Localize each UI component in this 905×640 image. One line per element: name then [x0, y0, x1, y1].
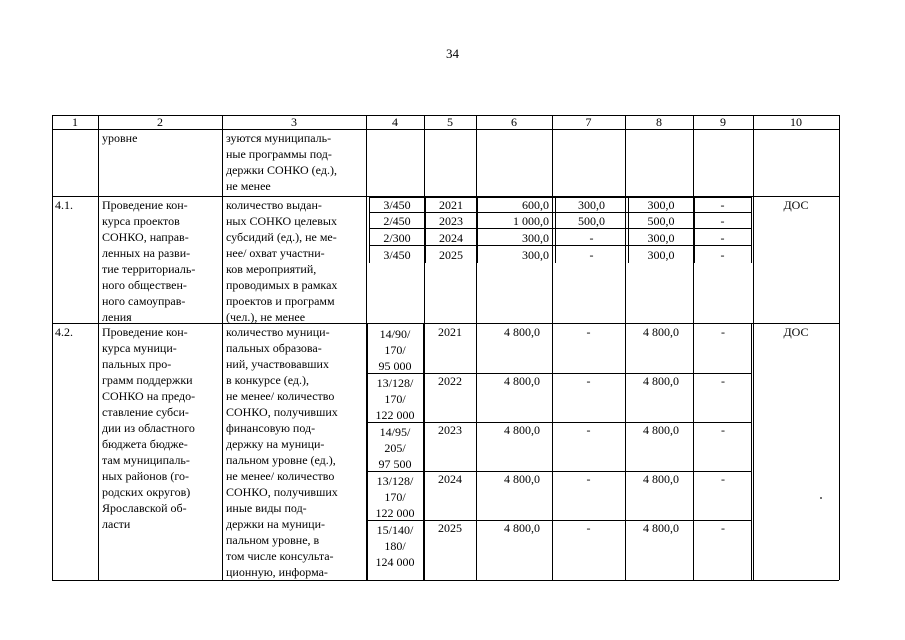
row-4-2-col3-line: пальных образова-	[226, 341, 322, 355]
row-4-2-indicator-line: 13/128/	[376, 376, 414, 390]
row-4-2-total: 4 800,0	[504, 374, 540, 388]
row-4-2-year: 2021	[438, 325, 462, 339]
row-4-1-total: 300,0	[522, 248, 549, 262]
row-4-2-indicator-line: 170/	[384, 343, 406, 357]
row-4-2-col2-line: грамм поддержки	[102, 373, 193, 387]
row-4-2-total: 4 800,0	[504, 521, 540, 535]
row-4-2-col3-line: пальном уровне (ед.),	[226, 453, 336, 467]
column-line-7	[625, 115, 626, 580]
row-4-1-extra: -	[720, 214, 725, 228]
row-4-2-col2-line: родских округов)	[102, 485, 191, 499]
row-4-1-col3-line: ков мероприятий,	[226, 262, 317, 276]
row-4-2-indicator-line: 13/128/	[376, 474, 414, 488]
row-4-2-col2-line: Проведение кон-	[102, 325, 188, 339]
row-4-1-inner-vline	[555, 197, 556, 263]
row-4-2-year: 2024	[438, 472, 462, 486]
row-4-2-other-budget: 4 800,0	[643, 521, 679, 535]
row-4-2-extra: -	[721, 325, 725, 339]
row-4-1-col3-line: количество выдан-	[226, 198, 322, 212]
row-4-1-col3-line: проводимых в рамках	[226, 278, 338, 292]
table-bottom-border	[52, 580, 839, 581]
row-4-1-extra: -	[720, 231, 725, 245]
row-4-2-col2-line: ставление субси-	[102, 405, 189, 419]
row-4-1-total: 600,0	[522, 198, 549, 212]
row-4-2-col3-line: ний, участвовавших	[226, 357, 329, 371]
header-col-10: 10	[790, 115, 802, 129]
row-4-2-other-budget: 4 800,0	[643, 423, 679, 437]
row-4-2-total: 4 800,0	[504, 472, 540, 486]
row-4-1-col2-line: тие территориаль-	[102, 262, 196, 276]
cont-col3-line: держки СОНКО (ед.),	[226, 163, 337, 177]
row-4-2-col3-line: не менее/ количество	[226, 469, 335, 483]
row-4-1-year: 2024	[439, 231, 463, 245]
row-4-2-extra: -	[721, 521, 725, 535]
row-4-1-col2-line: СОНКО, направ-	[102, 230, 189, 244]
page-number: 34	[446, 46, 459, 61]
row-4-2-extra: -	[721, 423, 725, 437]
row-4-1-regional-budget: 500,0	[578, 214, 605, 228]
cont-col2-line: уровне	[102, 131, 138, 145]
row-4-1-inner-vline	[369, 197, 370, 263]
row-4-2-inner-vline	[423, 324, 424, 580]
row-4-1-year: 2025	[439, 248, 463, 262]
header-col-6: 6	[511, 115, 517, 129]
row-4-1-indicator: 2/450	[383, 214, 411, 228]
row-4-2-regional-budget: -	[586, 325, 591, 339]
header-col-2: 2	[157, 115, 163, 129]
row-4-2-col2-line: курса муници-	[102, 341, 177, 355]
row-4-1-col2-line: ного обществен-	[102, 278, 187, 292]
row-4-1-col2-line: ленных на разви-	[102, 246, 191, 260]
row-4-1-regional-budget: -	[589, 248, 594, 262]
column-line-9	[753, 115, 754, 580]
row-4-2-col2-line: ных районов (го-	[102, 469, 189, 483]
row-4-2-col3-line: том числе консульта-	[226, 549, 334, 563]
row-4-2-indicator-line: 170/	[384, 490, 406, 504]
row-4-2-indicator-line: 14/90/	[379, 327, 411, 341]
row-4-2-other-budget: 4 800,0	[643, 374, 679, 388]
row-4-2-year: 2025	[438, 521, 462, 535]
row-4-2-indicator-line: 124 000	[375, 555, 415, 569]
row-4-2-col3-line: не менее/ количество	[226, 389, 335, 403]
row-4-2-extra: -	[721, 472, 725, 486]
row-4-1-inner-vline	[628, 197, 629, 263]
row-4-1-col2-line: ления	[102, 310, 132, 324]
scan-speck	[820, 497, 822, 499]
row-4-2-indicator-line: 122 000	[375, 506, 415, 520]
cont-col3-line: не менее	[226, 179, 271, 193]
row-4-1-number: 4.1.	[55, 198, 73, 212]
column-line-10	[839, 115, 840, 580]
row-4-1-year: 2021	[439, 198, 463, 212]
row-4-2-extra: -	[721, 374, 725, 388]
row-4-1-regional-budget: 300,0	[578, 198, 605, 212]
row-4-2-inner-vline	[367, 324, 368, 580]
row-4-2-col3-line: финансовую под-	[226, 421, 316, 435]
row-4-2-col3-line: иные виды под-	[226, 501, 307, 515]
row-4-2-other-budget: 4 800,0	[643, 325, 679, 339]
row-4-1-indicator: 3/450	[383, 248, 411, 262]
row-4-2-indicator-line: 170/	[384, 392, 406, 406]
row-4-2-indicator-line: 180/	[384, 539, 406, 553]
row-4-2-indicator-line: 95 000	[378, 359, 412, 373]
row-4-1-col3-line: субсидий (ед.), не ме-	[226, 230, 337, 244]
row-4-2-executor: ДОС	[783, 325, 809, 339]
row-4-1-col2-line: курса проектов	[102, 214, 180, 228]
row-4-2-subrow-line	[367, 471, 751, 472]
row-4-2-indicator-line: 122 000	[375, 408, 415, 422]
row-4-2-regional-budget: -	[586, 472, 591, 486]
row-4-2-col2-line: там муниципаль-	[102, 453, 190, 467]
row-4-2-col3-line: держки на муници-	[226, 517, 325, 531]
row-4-1-total: 300,0	[522, 231, 549, 245]
row-4-2-col2-line: Ярославской об-	[102, 501, 187, 515]
cont-col3-line: ные программы под-	[226, 147, 332, 161]
row-4-2-year: 2023	[438, 423, 462, 437]
row-4-2-total: 4 800,0	[504, 325, 540, 339]
row-4-2-regional-budget: -	[586, 374, 591, 388]
row-4-1-other-budget: 300,0	[647, 248, 675, 262]
row-4-1-other-budget: 300,0	[647, 198, 675, 212]
header-col-3: 3	[291, 115, 297, 129]
row-4-1-total: 1 000,0	[513, 214, 549, 228]
row-4-2-subrow-line	[367, 373, 751, 374]
column-line-6	[552, 115, 553, 580]
row-4-2-indicator-line: 97 500	[378, 457, 412, 471]
row-4-2-other-budget: 4 800,0	[643, 472, 679, 486]
row-4-2-inner-vline	[751, 324, 752, 580]
row-4-2-col3-line: СОНКО, получивших	[226, 405, 338, 419]
row-4-1-extra: -	[720, 248, 725, 262]
row-4-2-indicator-line: 15/140/	[376, 523, 414, 537]
row-4-1-col3-line: нее/ охват участни-	[226, 246, 325, 260]
column-line-2	[222, 115, 223, 580]
row-4-1-inner-vline	[425, 197, 426, 263]
row-4-2-number: 4.2.	[55, 325, 73, 339]
row-4-1-inner-vline	[477, 197, 478, 263]
row-4-2-year: 2022	[438, 374, 462, 388]
row-4-2-subrow-line	[367, 520, 751, 521]
row-4-2-total: 4 800,0	[504, 423, 540, 437]
row-4-1-indicator: 2/300	[383, 231, 411, 245]
row-4-2-indicator-line: 14/95/	[379, 425, 411, 439]
row-4-2-col3-line: СОНКО, получивших	[226, 485, 338, 499]
row-4-1-col2-line: Проведение кон-	[102, 198, 188, 212]
row-4-2-regional-budget: -	[586, 521, 591, 535]
row-4-1-col2-line: ного самоуправ-	[102, 294, 186, 308]
row-4-1-inner-top	[369, 197, 751, 198]
row-4-2-col2-line: пальных про-	[102, 357, 172, 371]
row-4-2-indicator-line: 205/	[384, 441, 406, 455]
header-col-4: 4	[392, 115, 398, 129]
header-col-5: 5	[447, 115, 453, 129]
row-4-2-col3-line: держку на муници-	[226, 437, 325, 451]
row-4-2-col2-line: дии из областного	[102, 421, 195, 435]
row-4-2-col3-line: ционную, информа-	[226, 565, 328, 579]
row-4-2-regional-budget: -	[586, 423, 591, 437]
header-col-9: 9	[720, 115, 726, 129]
row-4-2-col2-line: бюджета бюдже-	[102, 437, 188, 451]
row-4-1-indicator: 3/450	[383, 198, 411, 212]
row-4-1-inner-vline	[751, 197, 752, 263]
column-line-0	[52, 115, 53, 580]
column-line-1	[98, 115, 99, 580]
row-4-2-col3-line: пальном уровне, в	[226, 533, 320, 547]
row-4-1-other-budget: 500,0	[647, 214, 675, 228]
row-4-1-executor: ДОС	[783, 198, 809, 212]
row-4-2-subrow-line	[367, 422, 751, 423]
row-4-1-inner-vline	[694, 197, 695, 263]
row-4-1-col3-line: проектов и программ	[226, 294, 335, 308]
row-4-1-year: 2023	[439, 214, 463, 228]
row-4-1-other-budget: 300,0	[647, 231, 675, 245]
row-4-1-col3-line: ных СОНКО целевых	[226, 214, 337, 228]
row-4-2-col3-line: количество муници-	[226, 325, 330, 339]
column-line-8	[693, 115, 694, 580]
row-4-2-col2-line: ласти	[102, 517, 131, 531]
row-4-2-col3-line: в конкурсе (ед.),	[226, 373, 310, 387]
row-4-2-col2-line: СОНКО на предо-	[102, 389, 196, 403]
header-col-8: 8	[656, 115, 662, 129]
row-4-1-extra: -	[720, 198, 725, 212]
header-col-1: 1	[72, 115, 78, 129]
row-4-1-regional-budget: -	[589, 231, 594, 245]
cont-col3-line: зуются муниципаль-	[226, 131, 332, 145]
row-4-1-col3-line: (чел.), не менее	[226, 310, 306, 324]
header-col-7: 7	[585, 115, 592, 129]
column-line-4	[424, 115, 425, 580]
column-line-5	[476, 115, 477, 580]
